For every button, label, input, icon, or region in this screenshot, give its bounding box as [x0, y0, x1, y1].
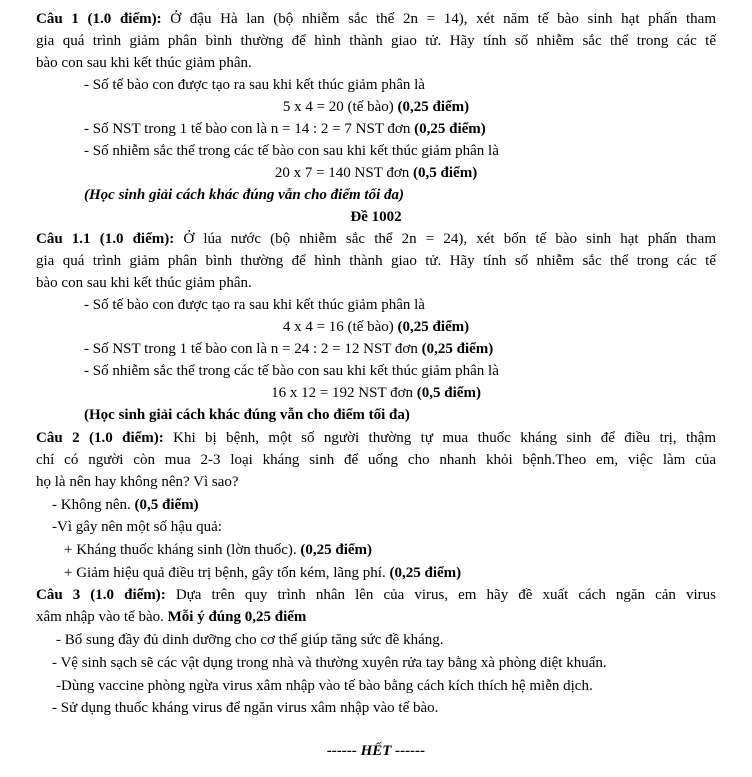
q1-answer-3-calc: 20 x 7 = 140 NST đơn (0,5 điểm): [274, 165, 478, 181]
q3-line2: xâm nhập vào tế bào. Mỗi ý đúng 0,25 điểm: [36, 609, 307, 625]
q2-answer-3: + Kháng thuốc kháng sinh (lờn thuốc). (0,25 điểm): [64, 542, 373, 558]
exam-code-heading: Đề 1002: [350, 209, 402, 225]
q3-label: Câu 3 (1.0 điểm):: [36, 587, 166, 603]
q2-answer-1: - Không nên. (0,5 điểm): [52, 497, 199, 513]
q1-answer-2: - Số NST trong 1 tế bào con là n = 14 : 2 = 7 NST đơn (0,25 điểm): [84, 121, 486, 137]
q2-line2: chí có người còn mua 2-3 loại kháng sinh để uống cho nhanh khỏi bệnh.Theo em, việc làm của: [36, 452, 716, 468]
q1-answer-1: - Số tế bào con được tạo ra sau khi kết thúc giảm phân là: [84, 77, 425, 93]
q11-answer-1-calc: 4 x 4 = 16 (tế bào) (0,25 điểm): [282, 319, 470, 335]
q1-answer-3: - Số nhiễm sắc thể trong các tế bào con sau khi kết thúc giảm phân là: [84, 143, 499, 159]
end-marker: ------ HẾT ------: [326, 743, 426, 759]
q3-answer-3: -Dùng vaccine phòng ngừa virus xâm nhập vào tế bào bằng cách kích thích hệ miễn dịch.: [56, 678, 593, 694]
q2-answer-2: -Vì gây nên một số hậu quả:: [52, 519, 222, 535]
q3-answer-2: - Vệ sinh sạch sẽ các vật dụng trong nhà và thường xuyên rửa tay bằng xà phòng diệt khuẩn.: [52, 655, 607, 671]
q1-note: (Học sinh giải cách khác đúng vẫn cho điểm tối đa): [84, 187, 405, 203]
q3-answer-4: - Sử dụng thuốc kháng virus để ngăn virus xâm nhập vào tế bào.: [52, 700, 439, 716]
q11-answer-3-calc: 16 x 12 = 192 NST đơn (0,5 điểm): [271, 385, 481, 401]
q1-line1: Câu 1 (1.0 điểm): Ở đậu Hà lan (bộ nhiễm sắc thể 2n = 14), xét năm tế bào sinh hạt phấn tham: [36, 11, 717, 27]
q11-note: (Học sinh giải cách khác đúng vẫn cho điểm tối đa): [84, 407, 410, 423]
q1-line2: gia quá trình giảm phân bình thường để hình thành giao tử. Hãy tính số nhiễm sắc thể trong các tế: [36, 33, 716, 49]
q3-answer-1: - Bổ sung đầy đủ dinh dưỡng cho cơ thể giúp tăng sức đề kháng.: [56, 632, 444, 648]
q2-label: Câu 2 (1.0 điểm):: [36, 430, 164, 446]
q11-line3: bào con sau khi kết thúc giảm phân.: [36, 275, 252, 291]
q2-answer-4: + Giảm hiệu quả điều trị bệnh, gây tốn kém, lãng phí. (0,25 điểm): [64, 565, 462, 581]
q11-line2: gia quá trình giảm phân bình thường để hình thành giao tử. Hãy tính số nhiễm sắc thể trong các tế: [36, 253, 716, 269]
q2-line1: Câu 2 (1.0 điểm): Khi bị bệnh, một số người thường tự mua thuốc kháng sinh để điều trị, thậm: [36, 430, 716, 446]
q11-label: Câu 1.1 (1.0 điểm):: [36, 231, 175, 247]
q11-line1: Câu 1.1 (1.0 điểm): Ở lúa nước (bộ nhiễm sắc thể 2n = 24), xét bốn tế bào sinh hạt phấn tham: [36, 231, 716, 247]
q11-answer-3: - Số nhiễm sắc thể trong các tế bào con sau khi kết thúc giảm phân là: [84, 363, 499, 379]
q11-answer-2: - Số NST trong 1 tế bào con là n = 24 : 2 = 12 NST đơn (0,25 điểm): [84, 341, 494, 357]
q2-line3: họ là nên hay không nên? Vì sao?: [36, 474, 239, 490]
q1-label: Câu 1 (1.0 điểm):: [36, 11, 162, 27]
q3-line1: Câu 3 (1.0 điểm): Dựa trên quy trình nhân lên của virus, em hãy đề xuất cách ngăn cản virus: [36, 587, 716, 603]
q1-answer-1-calc: 5 x 4 = 20 (tế bào) (0,25 điểm): [282, 99, 470, 115]
q11-answer-1: - Số tế bào con được tạo ra sau khi kết thúc giảm phân là: [84, 297, 425, 313]
q1-line3: bào con sau khi kết thúc giảm phân.: [36, 55, 252, 71]
